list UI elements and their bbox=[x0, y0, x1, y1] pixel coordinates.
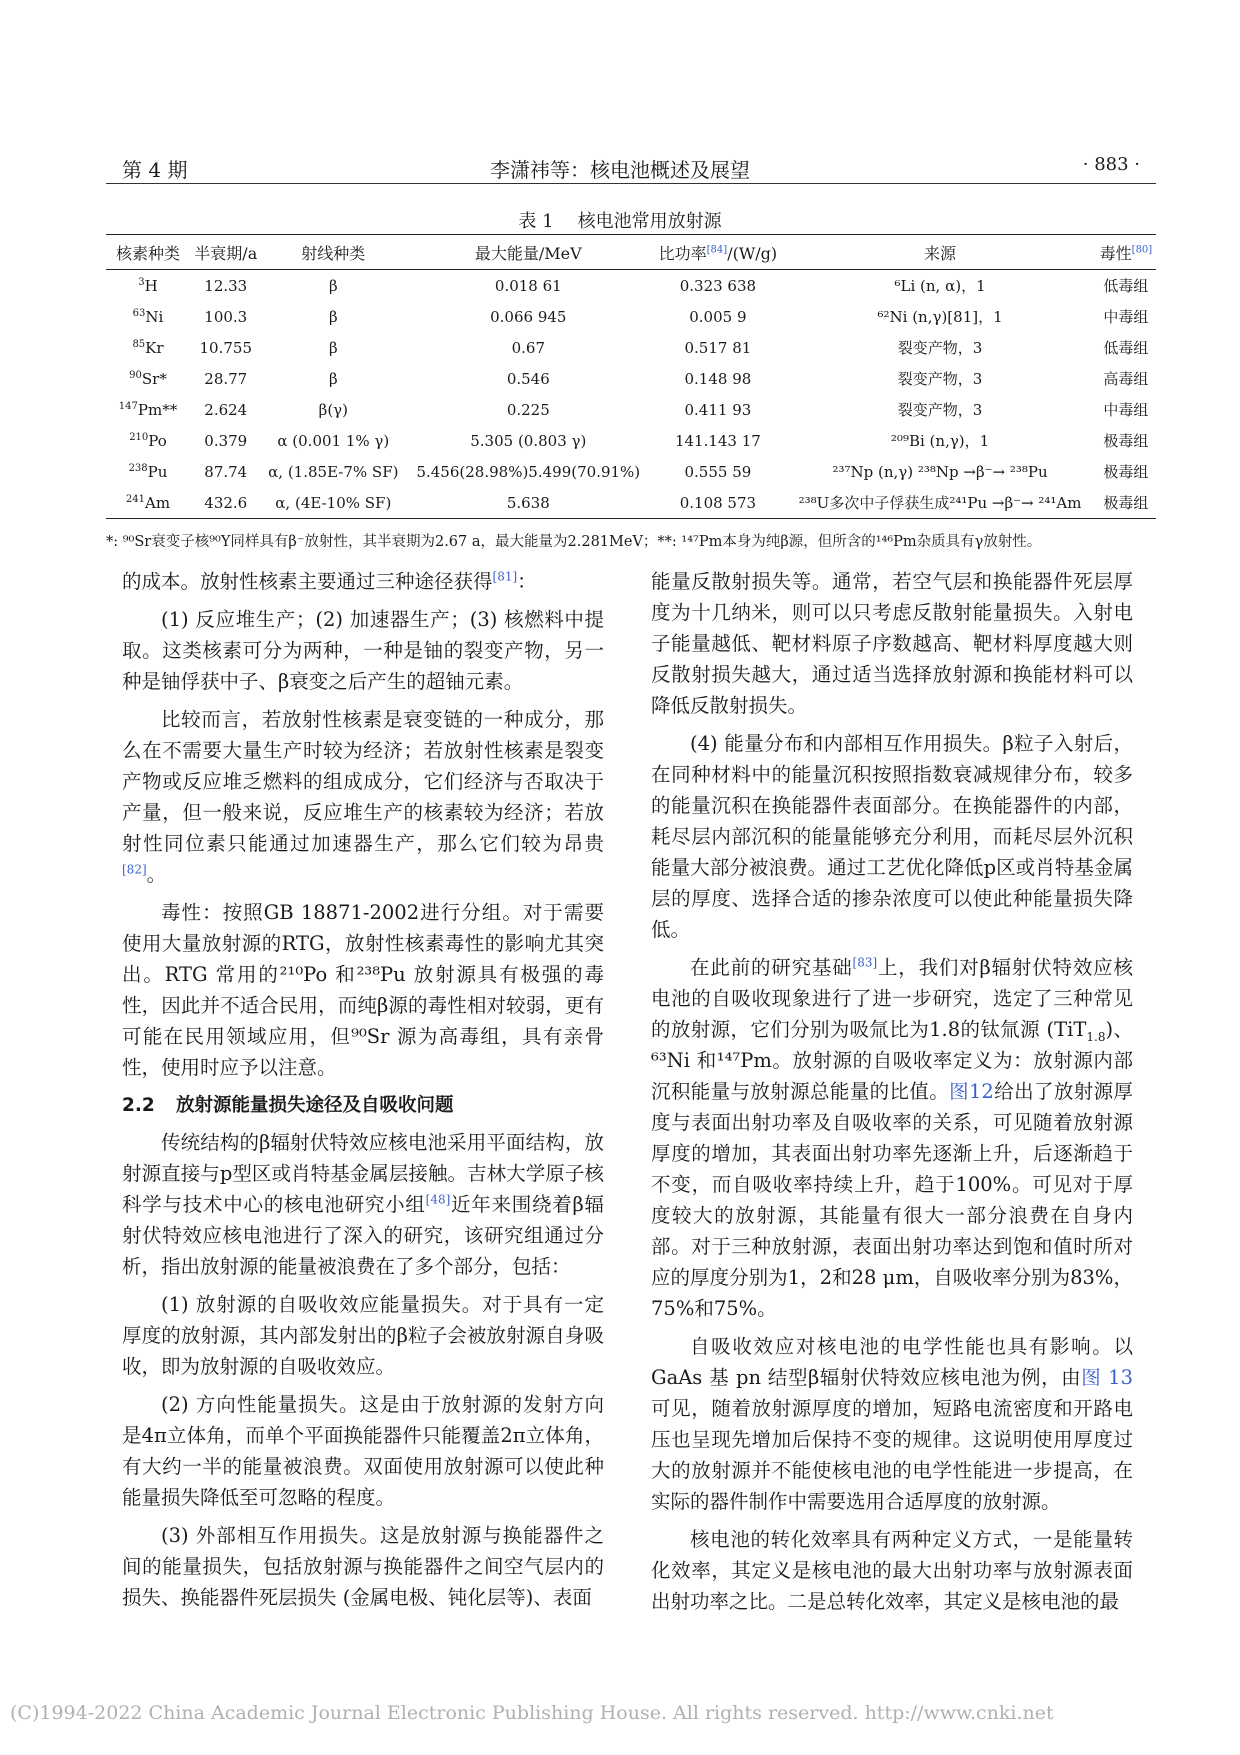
mass-number: 85 bbox=[132, 338, 146, 350]
col-nuclide: 核素种类 bbox=[106, 235, 190, 270]
cell-tox: 高毒组 bbox=[1103, 370, 1149, 388]
text: 上，我们对β辐射伏特效应核电池的自吸收现象进行了进一步研究，选定了三种常见的放射源，它们分别为吸氚比为1.8的钛氚源 (TiT bbox=[651, 956, 1133, 1041]
col-source: 来源 bbox=[784, 235, 1096, 270]
col-power-unit: /(W/g) bbox=[727, 243, 778, 263]
paragraph: 能量反散射损失等。通常，若空气层和换能器件死层厚度为十几纳米，则可以只考虑反散射能量损失。入射电子能量越低、靶材料原子序数越高、靶材料厚度越大则反散射损失越大，通过适当选择放射源和换能材料可以降低反散射损失。 bbox=[651, 570, 1133, 717]
element-symbol: Ni bbox=[145, 307, 164, 326]
table-row bbox=[106, 332, 1156, 363]
cell-tox: 低毒组 bbox=[1103, 277, 1149, 295]
paragraph: (2) 方向性能量损失。这是由于放射源的发射方向是4π立体角，而单个平面换能器件只能覆盖2π立体角，有大约一半的能量被浪费。双面使用放射源可以使此种能量损失降低至可忽略的程度。 bbox=[122, 1393, 604, 1509]
paragraph: 毒性：按照GB 18871-2002进行分组。对于需要使用大量放射源的RTG，放射性核素毒性的影响尤其突出。RTG 常用的²¹⁰Po 和²³⁸Pu 放射源具有极强的毒性，因此并不适合民用，而纯β源的毒性相对较弱，更有可能在民用领域应用，但⁹⁰Sr 源为高毒组，具有亲骨性，使用时应予以注意。 bbox=[122, 901, 604, 1079]
table-row bbox=[106, 301, 1156, 332]
running-title: 李潇祎等：核电池概述及展望 bbox=[490, 158, 750, 182]
citation[interactable]: [80] bbox=[1131, 244, 1153, 256]
cell-energy: 5.456(28.98%)5.499(70.91%) bbox=[416, 462, 641, 481]
text: ： bbox=[517, 570, 537, 593]
col-half-life: 半衰期/a bbox=[190, 235, 262, 270]
table-caption bbox=[0, 207, 1240, 233]
cell-src: 裂变产物，3 bbox=[897, 370, 983, 388]
element-symbol: Am bbox=[145, 493, 171, 512]
col-ray: 射线种类 bbox=[262, 235, 406, 270]
cell-energy: 5.638 bbox=[405, 487, 651, 519]
mass-number: 3 bbox=[138, 276, 145, 288]
cell-half: 2.624 bbox=[204, 400, 248, 419]
text: 近年来围绕着β辐射伏特效应核电池进行了深入的研究，该研究组通过分析，指出放射源的能量被浪费在了多个部分，包括： bbox=[122, 1193, 604, 1278]
cell-nuclide bbox=[106, 332, 190, 363]
citation[interactable]: [82] bbox=[122, 862, 147, 877]
mass-number: 63 bbox=[132, 307, 146, 319]
cell-src: 裂变产物，3 bbox=[897, 339, 983, 357]
table-number: 表 1 bbox=[518, 211, 554, 232]
cell-nuclide bbox=[106, 301, 190, 332]
copyright-footer: (C)1994-2022 China Academic Journal Electronic Publishing House. All rights reserved. http://www.cnki.net bbox=[10, 1702, 1054, 1724]
cell-power: 0.148 98 bbox=[684, 369, 752, 388]
cell-half: 12.33 bbox=[204, 276, 248, 295]
table-row bbox=[106, 425, 1156, 456]
paragraph: 核电池的转化效率具有两种定义方式，一是能量转化效率，其定义是核电池的最大出射功率与放射源表面出射功率之比。二是总转化效率，其定义是核电池的最 bbox=[651, 1528, 1133, 1613]
section-number: 2.2 bbox=[122, 1095, 155, 1116]
page-number: · 883 · bbox=[1082, 154, 1140, 175]
text: )、⁶³Ni 和¹⁴⁷Pm。放射源的自吸收率定义为：放射源内部沉积能量与放射源总能量的比值。 bbox=[651, 1018, 1133, 1103]
cell-half: 87.74 bbox=[204, 462, 248, 481]
cell-nuclide bbox=[106, 487, 190, 519]
table-header-row bbox=[106, 235, 1156, 270]
mass-number: 210 bbox=[129, 431, 149, 443]
cell-energy: 0.67 bbox=[511, 338, 545, 357]
cell-tox: 极毒组 bbox=[1103, 432, 1149, 450]
cell-energy: 5.305 (0.803 γ) bbox=[470, 431, 587, 450]
col-power-label: 比功率 bbox=[658, 243, 707, 263]
radioisotope-table bbox=[106, 234, 1156, 519]
cell-ray: β bbox=[328, 338, 338, 357]
mass-number: 241 bbox=[125, 493, 146, 505]
figure-13-link[interactable]: 图 13 bbox=[1081, 1366, 1134, 1389]
cell-ray: β bbox=[328, 276, 338, 295]
mass-number: 90 bbox=[129, 369, 142, 381]
element-symbol: Po bbox=[148, 431, 167, 450]
element-symbol: Pm bbox=[137, 400, 163, 419]
cell-src: ²³⁷Np (n,γ) ²³⁸Np →β⁻→ ²³⁸Pu bbox=[832, 462, 1048, 481]
paragraph: (4) 能量分布和内部相互作用损失。β粒子入射后，在同种材料中的能量沉积按照指数衰减规律分布，较多的能量沉积在换能器件表面部分。在换能器件的内部，耗尽层内部沉积的能量能够充分利用，而耗尽层外沉积能量大部分被浪费。通过工艺优化降低p区或肖特基金属层的厚度、选择合适的掺杂浓度可以使此种能量损失降低。 bbox=[651, 732, 1133, 941]
col-power bbox=[652, 235, 785, 270]
cell-power: 0.555 59 bbox=[684, 462, 752, 481]
figure-12-link[interactable]: 图12 bbox=[949, 1080, 994, 1103]
cell-tox: 中毒组 bbox=[1103, 308, 1149, 326]
cell-half: 0.379 bbox=[204, 431, 248, 450]
text: 可见，随着放射源厚度的增加，短路电流密度和开路电压也呈现先增加后保持不变的规律。这说明使用厚度过大的放射源并不能使核电池的电学性能进一步提高，在实际的器件制作中需要选用合适厚度的放射源。 bbox=[651, 1397, 1133, 1513]
section-heading bbox=[122, 1090, 604, 1121]
cell-energy: 0.225 bbox=[506, 400, 550, 419]
cell-ray: α (0.001 1% γ) bbox=[277, 431, 390, 450]
paragraph: (1) 反应堆生产；(2) 加速器生产；(3) 核燃料中提取。这类核素可分为两种，一种是铀的裂变产物，另一种是铀俘获中子、β衰变之后产生的超铀元素。 bbox=[122, 608, 604, 693]
col-toxicity bbox=[1096, 235, 1156, 270]
cell-tox: 中毒组 bbox=[1103, 401, 1149, 419]
subscript: 1.8 bbox=[1086, 1029, 1106, 1044]
paragraph bbox=[122, 1127, 604, 1282]
paragraph bbox=[122, 704, 604, 890]
left-column bbox=[122, 566, 604, 1613]
cell-energy: 0.066 945 bbox=[490, 307, 567, 326]
cell-tox: 低毒组 bbox=[1103, 339, 1149, 357]
mass-number: 238 bbox=[128, 462, 148, 474]
text: 在此前的研究基础 bbox=[690, 956, 853, 979]
cell-half: 28.77 bbox=[204, 369, 248, 388]
cell-src: ⁶Li (n, α)，1 bbox=[894, 277, 986, 295]
citation[interactable]: [83] bbox=[852, 955, 878, 970]
cell-src: 裂变产物，3 bbox=[897, 401, 983, 419]
cell-src: ²³⁸U多次中子俘获生成²⁴¹Pu →β⁻→ ²⁴¹Am bbox=[784, 487, 1096, 519]
cell-nuclide bbox=[106, 425, 190, 456]
cell-ray: α, (1.85E-7% SF) bbox=[268, 462, 399, 481]
table-footnote: *: ⁹⁰Sr衰变子核⁹⁰Y同样具有β⁻放射性，其半衰期为2.67 a，最大能量为2.281MeV；**: ¹⁴⁷Pm本身为纯β源，但所含的¹⁴⁶Pm杂质具有γ放射性。 bbox=[106, 534, 1042, 550]
paragraph bbox=[651, 952, 1133, 1324]
cell-nuclide bbox=[106, 363, 190, 394]
cell-power: 0.108 573 bbox=[652, 487, 785, 519]
cell-half: 10.755 bbox=[199, 338, 253, 357]
paragraph: (1) 放射源的自吸收效应能量损失。对于具有一定厚度的放射源，其内部发射出的β粒子会被放射源自身吸收，即为放射源的自吸收效应。 bbox=[122, 1293, 604, 1378]
col-max-energy: 最大能量/MeV bbox=[405, 235, 651, 270]
paragraph: (3) 外部相互作用损失。这是放射源与换能器件之间的能量损失，包括放射源与换能器件之间空气层内的损失、换能器件死层损失 (金属电极、钝化层等)、表面 bbox=[122, 1524, 604, 1609]
footnote-mark: * bbox=[159, 369, 167, 388]
table-row bbox=[106, 487, 1156, 519]
cell-ray: β(γ) bbox=[318, 400, 348, 419]
table-row bbox=[106, 363, 1156, 394]
cell-ray: α, (4E-10% SF) bbox=[262, 487, 406, 519]
text: 传统结构的β辐射伏特效应核电池采用平面结构，放射源直接与p型区或肖特基金属层接触。吉林大学原子核科学与技术中心的核电池研究小组 bbox=[122, 1131, 604, 1216]
cell-nuclide bbox=[106, 456, 190, 487]
footnote-mark: ** bbox=[162, 400, 178, 419]
paragraph bbox=[651, 1331, 1133, 1517]
element-symbol: Sr bbox=[141, 369, 160, 388]
cell-half: 432.6 bbox=[190, 487, 262, 519]
cell-power: 141.143 17 bbox=[674, 431, 761, 450]
header-rule bbox=[106, 183, 1156, 184]
table-row bbox=[106, 394, 1156, 425]
cell-ray: β bbox=[328, 369, 338, 388]
cell-nuclide bbox=[106, 270, 190, 302]
citation[interactable]: [48] bbox=[425, 1192, 451, 1207]
cell-half: 100.3 bbox=[204, 307, 248, 326]
text: 。 bbox=[146, 863, 167, 886]
cell-tox: 极毒组 bbox=[1096, 487, 1156, 519]
text: 自吸收效应对核电池的电学性能也具有影响。以GaAs 基 pn 结型β辐射伏特效应核电池为例，由 bbox=[651, 1335, 1133, 1389]
text: 比较而言，若放射性核素是衰变链的一种成分，那么在不需要大量生产时较为经济；若放射性核素是裂变产物或反应堆乏燃料的组成成分，它们经济与否取决于产量，但一般来说，反应堆生产的核素较为经济；若放射性同位素只能通过加速器生产，那么它们较为昂贵 bbox=[122, 708, 604, 855]
cell-ray: β bbox=[328, 307, 338, 326]
element-symbol: H bbox=[144, 276, 158, 295]
cell-power: 0.517 81 bbox=[684, 338, 752, 357]
cell-energy: 0.018 61 bbox=[494, 276, 562, 295]
cell-power: 0.005 9 bbox=[689, 307, 747, 326]
cell-tox: 极毒组 bbox=[1103, 463, 1149, 481]
journal-issue: 第 4 期 bbox=[122, 158, 188, 182]
cell-nuclide bbox=[106, 394, 190, 425]
cell-src: ²⁰⁹Bi (n,γ)，1 bbox=[890, 432, 990, 450]
cell-power: 0.411 93 bbox=[684, 400, 752, 419]
table-row bbox=[106, 456, 1156, 487]
citation[interactable]: [84] bbox=[706, 244, 728, 256]
table-row bbox=[106, 270, 1156, 302]
cell-energy: 0.546 bbox=[506, 369, 550, 388]
cell-src: ⁶²Ni (n,γ)[81]，1 bbox=[877, 308, 1003, 326]
element-symbol: Kr bbox=[145, 338, 164, 357]
paragraph bbox=[122, 566, 604, 597]
col-toxicity-label: 毒性 bbox=[1099, 243, 1132, 263]
table-title: 核电池常用放射源 bbox=[577, 211, 722, 232]
text: 的成本。放射性核素主要通过三种途径获得 bbox=[122, 570, 493, 593]
element-symbol: Pu bbox=[147, 462, 168, 481]
mass-number: 147 bbox=[118, 400, 138, 412]
right-column bbox=[651, 566, 1133, 1617]
cell-power: 0.323 638 bbox=[679, 276, 757, 295]
section-title: 放射源能量损失途径及自吸收问题 bbox=[176, 1095, 454, 1116]
citation[interactable]: [81] bbox=[492, 569, 518, 584]
text: 给出了放射源厚度与表面出射功率及自吸收率的关系，可见随着放射源厚度的增加，其表面出射功率先逐渐上升，后逐渐趋于不变，而自吸收率持续上升，趋于100%。可见对于厚度较大的放射源，其能量有很大一部分浪费在自身内部。对于三种放射源，表面出射功率达到饱和值时所对应的厚度分别为1，2和28 μm，自吸收率分别为83%，75%和75%。 bbox=[651, 1080, 1133, 1320]
